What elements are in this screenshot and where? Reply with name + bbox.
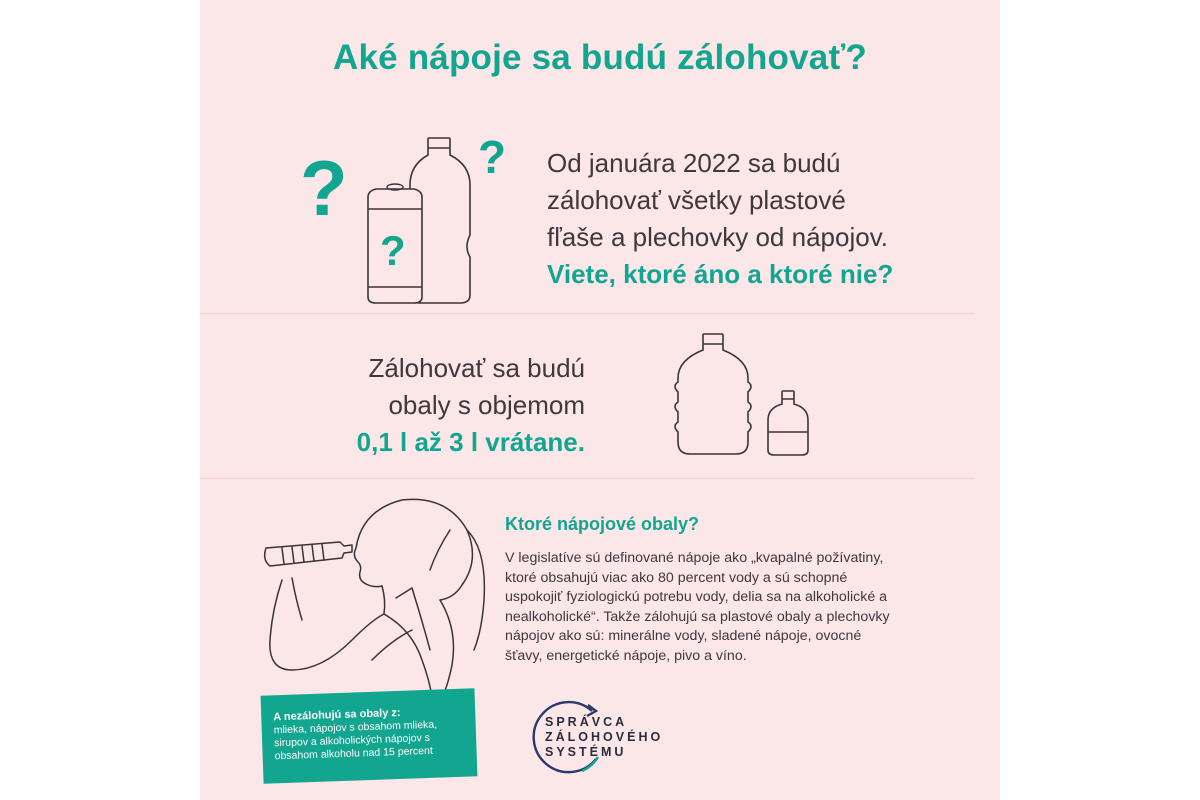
can-and-bottle-illustration [300, 125, 507, 310]
paragraph-line: šťavy, energetické nápoje, pivo a víno. [505, 647, 747, 664]
paragraph-line: nealkoholické“. Takže zálohujú sa plastové obaly a plechovky [505, 608, 890, 625]
section-paragraph [505, 549, 905, 666]
volume-highlight: 0,1 l až 3 l vrátane. [356, 427, 585, 457]
section-divider [200, 313, 975, 314]
volume-bottles-illustration [672, 330, 822, 460]
volume-line: obaly s objemom [388, 390, 585, 420]
logo-line: SPRÁVCA [545, 715, 628, 729]
intro-line: fľaše a plechovky od nápojov. [547, 222, 888, 252]
person-drinking-illustration [262, 490, 512, 700]
question-mark-icon: ? [380, 227, 406, 274]
volume-line: Zálohovať sa budú [368, 353, 585, 383]
question-mark-icon: ? [300, 144, 348, 232]
paragraph-line: V legislatíve sú definované nápoje ako „kvapalné požívatiny, [505, 550, 884, 566]
paragraph-line: nápojov ako sú: minerálne vody, sladené nápoje, ovocné [505, 628, 862, 644]
infographic-poster [200, 0, 1000, 800]
paragraph-line: ktoré obsahujú viac ako 80 percent vody a sú schopné [505, 569, 848, 586]
question-mark-icon: ? [478, 131, 507, 183]
note-line: obsahom alkoholu nad 15 percent [274, 744, 433, 763]
note-line: mlieka, nápojov s obsahom mlieka, [273, 718, 438, 737]
note-heading: A nezálohujú sa obaly z: [273, 706, 401, 724]
logo-text [545, 715, 663, 760]
small-bottle-icon [768, 391, 808, 455]
intro-line: zálohovať všetky plastové [547, 185, 846, 215]
logo-line: SYSTÉMU [545, 745, 627, 759]
intro-text [547, 145, 893, 293]
paragraph-line: uspokojiť fyziologickú potrebu vody, delia sa na alkoholické a [505, 589, 888, 605]
exclusion-note [261, 688, 478, 783]
page-title: Aké nápoje sa budú zálohovať? [332, 38, 868, 77]
section-heading: Ktoré nápojové obaly? [505, 514, 700, 534]
can-icon [368, 184, 422, 303]
water-jug-icon [675, 334, 751, 454]
logo-line: ZÁLOHOVÉHO [545, 730, 664, 744]
section-divider [200, 478, 975, 479]
intro-line: Od januára 2022 sa budú [547, 148, 841, 178]
note-line: sirupov a alkoholických nápojov s [273, 731, 431, 750]
intro-highlight: Viete, ktoré áno a ktoré nie? [547, 259, 894, 289]
volume-text [300, 350, 585, 461]
